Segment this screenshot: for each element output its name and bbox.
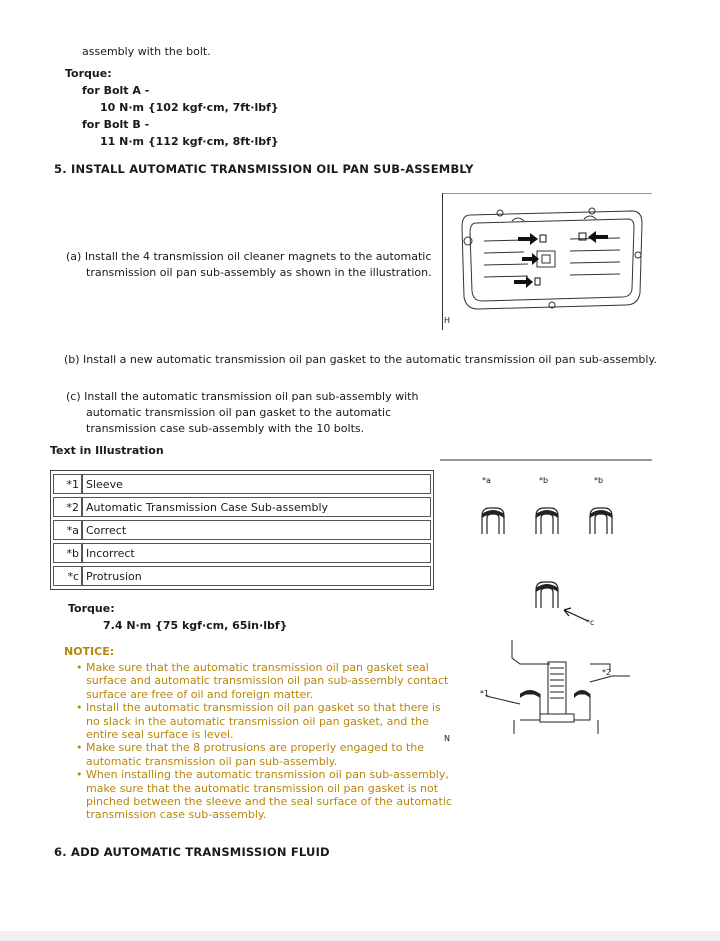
figure2-label-b2: *b — [594, 476, 604, 485]
legend-code: *2 — [53, 497, 82, 517]
step-b: (b) Install a new automatic transmission oil pan gasket to the automatic transmission oil pan sub-assembly. — [64, 353, 657, 366]
page-bottom-bar — [0, 931, 720, 941]
torque-label: Torque: — [65, 67, 112, 80]
legend-label: Protrusion — [82, 566, 431, 586]
table-row — [53, 474, 431, 494]
figure1-tag: H — [444, 316, 451, 325]
figure2-label-two: *2 — [602, 668, 612, 677]
figure2-label-one: *1 — [480, 689, 490, 698]
step-a-line1: (a) Install the 4 transmission oil cleaner magnets to the automatic — [66, 250, 432, 263]
legend-code: *c — [53, 566, 82, 586]
table-row — [53, 497, 431, 517]
legend-label: Incorrect — [82, 543, 431, 563]
figure2-tag: N — [444, 734, 450, 743]
legend-code: *a — [53, 520, 82, 540]
legend-label: Sleeve — [82, 474, 431, 494]
section-6-title: 6. ADD AUTOMATIC TRANSMISSION FLUID — [54, 845, 330, 859]
bolt-a-label: for Bolt A - — [82, 84, 150, 97]
bolt-b-label: for Bolt B - — [82, 118, 150, 131]
list-item: • Make sure that the automatic transmission oil pan gasket seal surface and automatic transmission oil pan sub-assembly contact surface are free of oil and foreign matter. — [86, 661, 456, 701]
legend-label: Automatic Transmission Case Sub-assembly — [82, 497, 431, 517]
gasket-illustration — [440, 458, 652, 748]
bolt-b-value: 11 N·m {112 kgf·cm, 8ft·lbf} — [100, 135, 279, 148]
table-row — [53, 543, 431, 563]
step-c-line2: automatic transmission oil pan gasket to the automatic — [86, 406, 392, 419]
legend-code: *b — [53, 543, 82, 563]
continued-text: assembly with the bolt. — [82, 45, 211, 58]
legend-label: Correct — [82, 520, 431, 540]
torque-label-5: Torque: — [68, 602, 115, 615]
section-5-title: 5. INSTALL AUTOMATIC TRANSMISSION OIL PAN SUB-ASSEMBLY — [54, 162, 474, 176]
step-a-line2: transmission oil pan sub-assembly as shown in the illustration. — [86, 266, 432, 279]
bolt-a-value: 10 N·m {102 kgf·cm, 7ft·lbf} — [100, 101, 279, 114]
table-row — [53, 520, 431, 540]
illustration-heading: Text in Illustration — [50, 444, 164, 457]
figure2-label-a: *a — [482, 476, 491, 485]
notice-label: NOTICE: — [64, 645, 115, 658]
list-item: • Make sure that the 8 protrusions are properly engaged to the automatic transmission oil pan sub-assembly. — [86, 741, 456, 768]
illustration-legend-table — [50, 470, 434, 590]
figure2-label-b1: *b — [539, 476, 549, 485]
step-c-line3: transmission case sub-assembly with the 10 bolts. — [86, 422, 365, 435]
figure2-label-c: *c — [586, 618, 595, 627]
notice-list — [74, 661, 456, 822]
oil-pan-illustration — [442, 193, 652, 330]
table-row — [53, 566, 431, 586]
list-item: • Install the automatic transmission oil pan gasket so that there is no slack in the automatic transmission oil pan gasket, and the entire seal surface is level. — [86, 701, 456, 741]
list-item: • When installing the automatic transmission oil pan sub-assembly, make sure that the automatic transmission oil pan gasket is not pinched between the sleeve and the seal surface of the automatic transmission case sub-assembly. — [86, 768, 456, 822]
step-c-line1: (c) Install the automatic transmission oil pan sub-assembly with — [66, 390, 419, 403]
legend-code: *1 — [53, 474, 82, 494]
torque-value-5: 7.4 N·m {75 kgf·cm, 65in·lbf} — [103, 619, 288, 632]
